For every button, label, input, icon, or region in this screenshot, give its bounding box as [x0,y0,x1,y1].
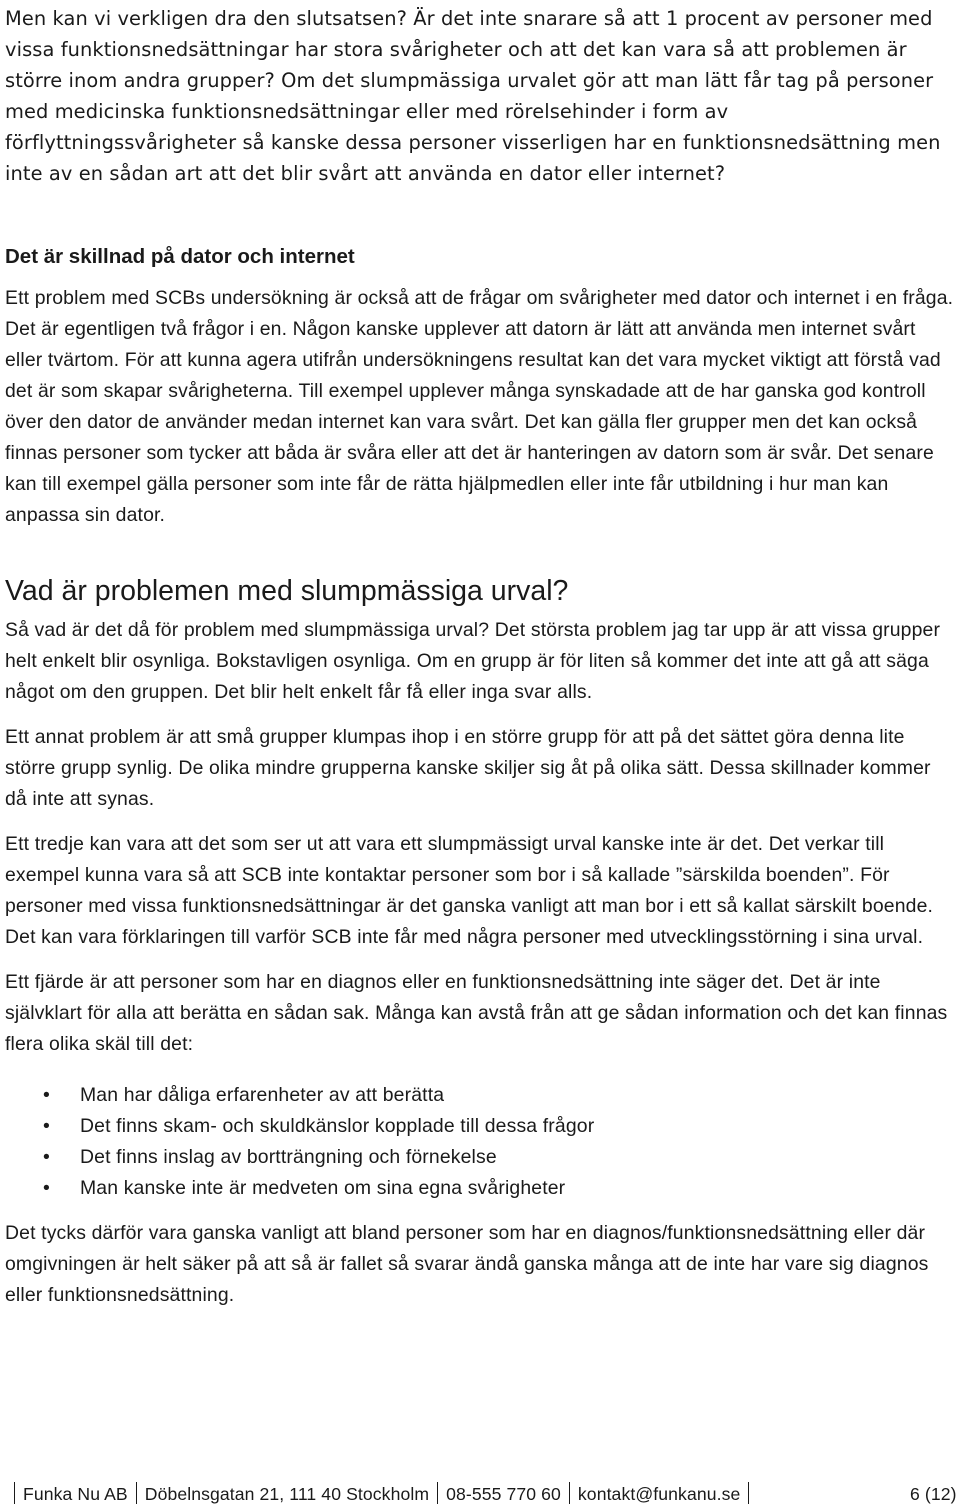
bullet-icon: • [43,1115,50,1137]
section-paragraph-dator-internet: Ett problem med SCBs undersökning är också att de frågar om svårigheter med dator och internet i en fråga. Det är egentligen två frågor i en. Någon kanske upplever att datorn är lätt att använda men internet svårt eller tvärtom. För att kunna agera utifrån undersökningens resultat kan det vara mycket viktigt att förstå vad det är som skapar svårigheterna. Till exempel upplever många synskadade att de har ganska god kontroll över den dator de använder medan internet kan vara svårt. Det kan gälla fler grupper men det kan också finnas personer som tycker att båda är svåra eller att det är hanteringen av datorn som är svår. Det senare kan till exempel gälla personer som inte får de rätta hjälpmedlen eller inte får utbildning i hur man kan anpassa sin dator. [5,287,954,526]
document-page [5,0,955,1311]
intro-paragraph: Men kan vi verkligen dra den slutsatsen? Är det inte snarare så att 1 procent av personer med vissa funktionsnedsättningar har stora svårigheter och att det kan vara så att problemen är större inom andra grupper? Om det slumpmässiga urvalet gör att man lätt får tag på personer med medicinska funktionsnedsättningar eller med rörelsehinder i form av förflyttningssvårigheter så kanske dessa personer visserligen har en funktionsnedsättning men inte av en sådan art att det blir svårt att använda en dator eller internet? [5,7,941,185]
list-item: • Man har dåliga erfarenheter av att berätta [5,1080,955,1111]
footer-divider [437,1482,438,1504]
section-heading-slumpmassiga-urval: Vad är problemen med slumpmässiga urval? [5,575,569,607]
section-heading-dator-internet: Det är skillnad på dator och internet [5,245,355,268]
bullet-icon: • [43,1084,50,1106]
paragraph-1: Så vad är det då för problem med slumpmässiga urval? Det största problem jag tar upp är att vissa grupper helt enkelt blir osynliga. Bokstavligen osynliga. Om en grupp är för liten så kommer det inte att gå att säga något om den gruppen. Det blir helt enkelt får få eller inga svar alls. [5,619,941,703]
bullet-icon: • [43,1177,50,1199]
paragraph-5: Det tycks därför vara ganska vanligt att bland personer som har en diagnos/funktionsnedsättning eller där omgivningen är helt säker på att så är fallet så svarar ändå ganska många att de inte har vare sig diagnos eller funktionsnedsättning. [5,1222,929,1306]
footer-address: Döbelnsgatan 21, 111 40 Stockholm [144,1484,430,1504]
reasons-list [5,1080,955,1204]
footer-divider [748,1482,749,1504]
paragraph-3: Ett tredje kan vara att det som ser ut att vara ett slumpmässigt urval kanske inte är det. Det verkar till exempel kunna vara så att SCB inte kontaktar personer som bor i så kallade ”särskilda boenden”. För personer med vissa funktionsnedsättningar är det ganska vanligt att man bor i ett så kallat särskilt boende. Det kan vara förklaringen till varför SCB inte får med några personer med utvecklingsstörning i sina urval. [5,833,934,948]
footer-company: Funka Nu AB [23,1484,128,1504]
footer-divider [569,1482,570,1504]
footer-email[interactable]: kontakt@funkanu.se [577,1484,741,1504]
footer-divider [136,1482,137,1504]
list-item: • Man kanske inte är medveten om sina egna svårigheter [5,1173,955,1204]
bullet-icon: • [43,1146,50,1168]
footer-phone: 08-555 770 60 [446,1484,561,1504]
paragraph-2: Ett annat problem är att små grupper klumpas ihop i en större grupp för att på det sättet göra denna lite större grupp synlig. De olika mindre grupperna kanske skiljer sig åt på olika sätt. Dessa skillnader kommer då inte att synas. [5,726,931,810]
footer-divider [14,1482,15,1504]
page-number: 6 (12) [910,1484,957,1504]
page-footer [6,1481,956,1507]
paragraph-4: Ett fjärde är att personer som har en diagnos eller en funktionsnedsättning inte säger det. Det är inte självklart för alla att berätta en sådan sak. Många kan avstå från att ge sådan information och det kan finnas flera olika skäl till det: [5,971,948,1055]
list-item: • Det finns inslag av bortträngning och förnekelse [5,1142,955,1173]
list-item: • Det finns skam- och skuldkänslor kopplade till dessa frågor [5,1111,955,1142]
